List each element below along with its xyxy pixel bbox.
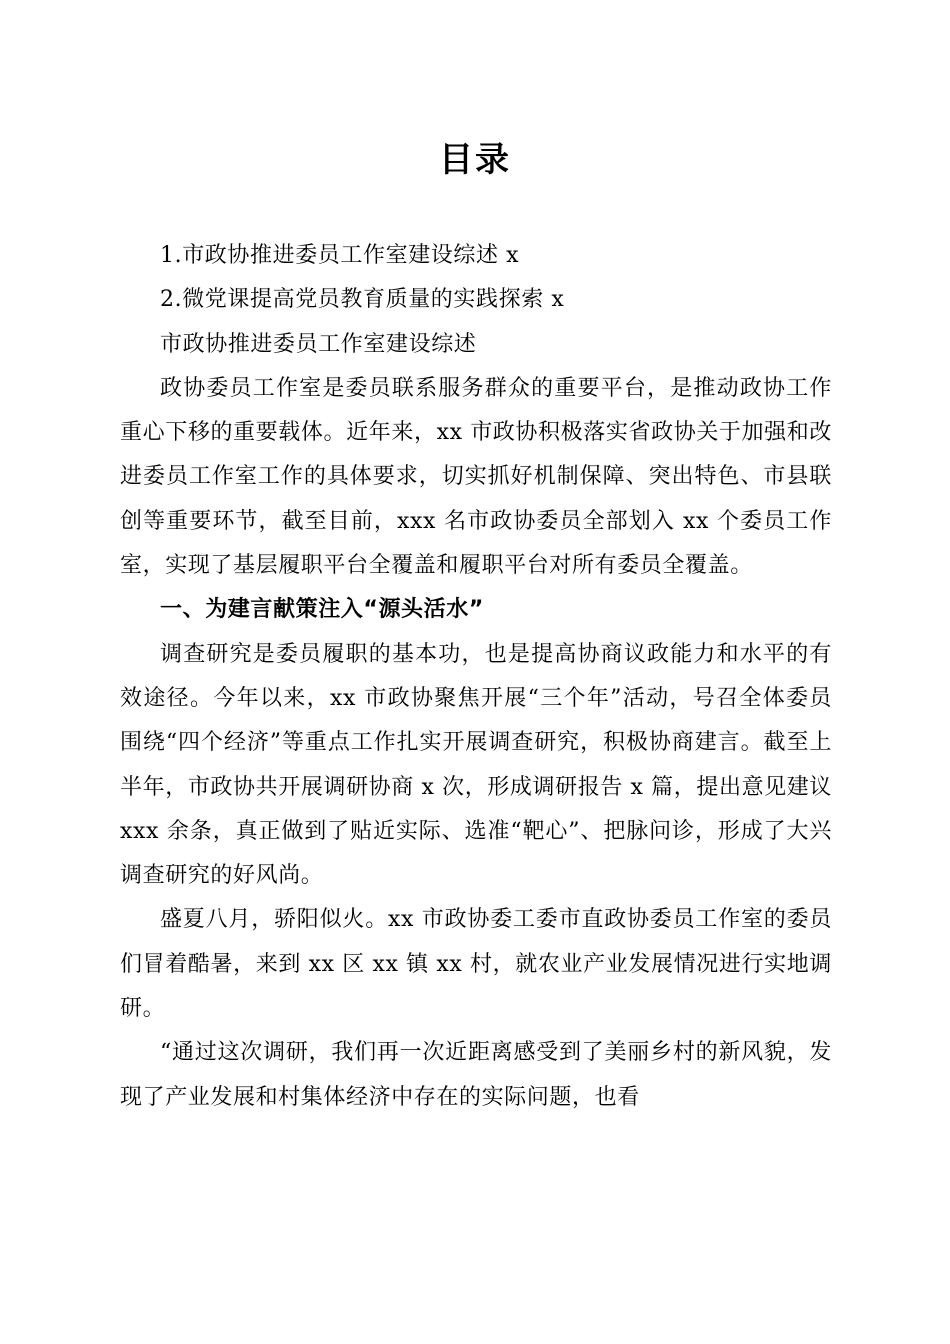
paragraph-quote: “通过这次调研，我们再一次近距离感受到了美丽乡村的新风貌，发现了产业发展和村集体经济中存在的实际问题，也看 xyxy=(120,1040,832,1110)
paragraph-summer: 盛夏八月，骄阳似火。xx 市政协委工委市直政协委员工作室的委员们冒着酷暑，来到 xx 区 xx 镇 xx 村，就农业产业发展情况进行实地调研。 xyxy=(120,907,832,1022)
page-title: 目录 xyxy=(439,140,511,180)
toc-item-1[interactable]: 1.市政协推进委员工作室建设综述 x xyxy=(160,243,520,268)
paragraph-research: 调查研究是委员履职的基本功，也是提高协商议政能力和水平的有效途径。今年以来，xx 市政协聚焦开展“三个年”活动，号召全体委员围绕“四个经济”等重点工作扎实开展调查研究，积极协商建言。截至上半年，市政协共开展调研协商 x 次，形成调研报告 x 篇，提出意见建议 xxx 余条，真正做到了贴近实际、选准“靶心”、把脉问诊，形成了大兴调查研究的好风尚。 xyxy=(120,641,832,889)
paragraph-intro: 政协委员工作室是委员联系服务群众的重要平台，是推动政协工作重心下移的重要载体。近年来，xx 市政协积极落实省政协关于加强和改进委员工作室工作的具体要求，切实抓好机制保障、突出特色、市县联创等重要环节，截至目前，xxx 名市政协委员全部划入 xx 个委员工作室，实现了基层履职平台全覆盖和履职平台对所有委员全覆盖。 xyxy=(120,375,832,579)
toc-item-2[interactable]: 2.微党课提高党员教育质量的实践探索 x xyxy=(160,287,565,313)
article-title: 市政协推进委员工作室建设综述 xyxy=(160,331,477,357)
section-heading-1: 一、为建言献策注入“源头活水” xyxy=(160,597,484,623)
document-body xyxy=(120,234,832,1120)
